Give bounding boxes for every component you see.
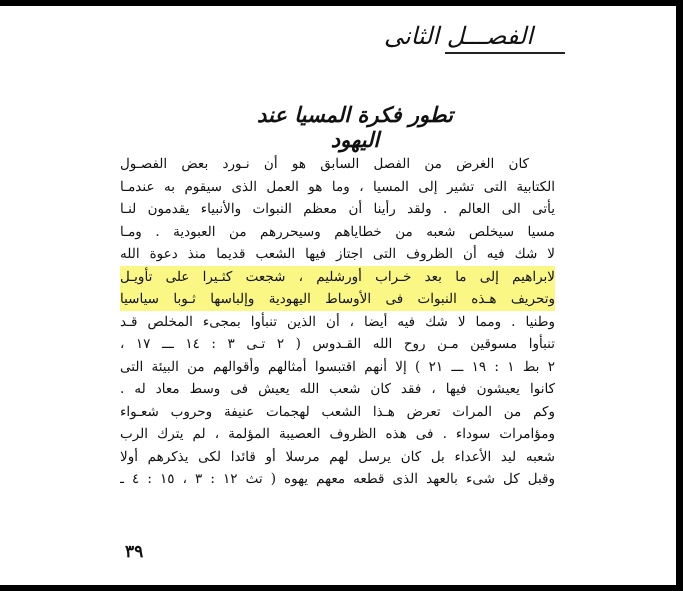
highlighted-text-line: وتحريف هـذه النبوات فى الأوساط اليهودية وإلباسها ثـوبا سياسيا xyxy=(120,288,555,311)
body-paragraph xyxy=(120,153,555,491)
scan-top-border xyxy=(0,0,683,6)
scan-bottom-border xyxy=(0,585,683,591)
text-line: شعبه ليد الأعداء بل كان يرسل لهم مرسلا أو قائدا لكى يذكرهم أولا xyxy=(120,448,555,465)
text-line: وطنيا . ومما لا شك فيه أيضا ، أن الذين تنبأوا بمجىء المخلص قـد xyxy=(120,313,555,330)
text-line: مسيا سيخلص شعبه من خطاياهم وسيحررهم من العبودية . ومـا xyxy=(120,223,555,240)
chapter-underline xyxy=(445,52,565,54)
chapter-heading: الفصـــل الثانى xyxy=(383,22,533,50)
text-line: يأتى الى العالم . ولقد رأينا أن معظم النبوات والأنبياء يقدمون لنـا xyxy=(120,201,555,217)
text-line: وكم من المرات تعرض هـذا الشعب لهجمات عنيفة وحروب شعـواء xyxy=(120,403,555,420)
text-line: الكتابية التى تشير إلى المسيا ، وما هو العمل الذى سيقوم به عندمـا xyxy=(120,178,555,195)
text-line: كانوا يعيشون فيها ، فقد كان شعب الله يعيش فى وسط معاد له . xyxy=(120,381,555,397)
text-line: كان الغرض من الفصل السابق هو أن نـورد بعض الفصـول xyxy=(120,156,529,172)
text-line: ومؤامرات سوداء . فى هذه الظروف العصيبة المؤلمة ، لم يترك الرب xyxy=(120,426,555,442)
text-line: وقبل كل شىء بالعهد الذى قطعه معهم يهوه ( تث ١٢ : ٣ ، ١٥ : ٤ ـ xyxy=(120,471,555,487)
scan-right-border xyxy=(676,0,683,591)
page-number: ٣٩ xyxy=(125,542,144,562)
highlighted-text-line: لابراهيم إلى ما بعد خـراب أورشليم ، شجعت كثـيرا على تأويـل xyxy=(120,266,555,289)
text-line: لا شك فيه أن الظروف التى اجتاز فيها الشعب قديما منذ دعوة الله xyxy=(120,246,555,262)
text-line: تنبأوا مسوقين مـن روح الله القـدوس ( ٢ تـى ٣ : ١٤ ـــ ١٧ ، xyxy=(120,336,555,352)
text-line: ٢ بط ١ : ١٩ ـــ ٢١ ) إلا أنهم اقتبسوا أمثالهم وأقوالهم من البيئة التى xyxy=(120,358,555,375)
section-title: تطور فكرة المسيا عند اليهود xyxy=(257,102,453,152)
